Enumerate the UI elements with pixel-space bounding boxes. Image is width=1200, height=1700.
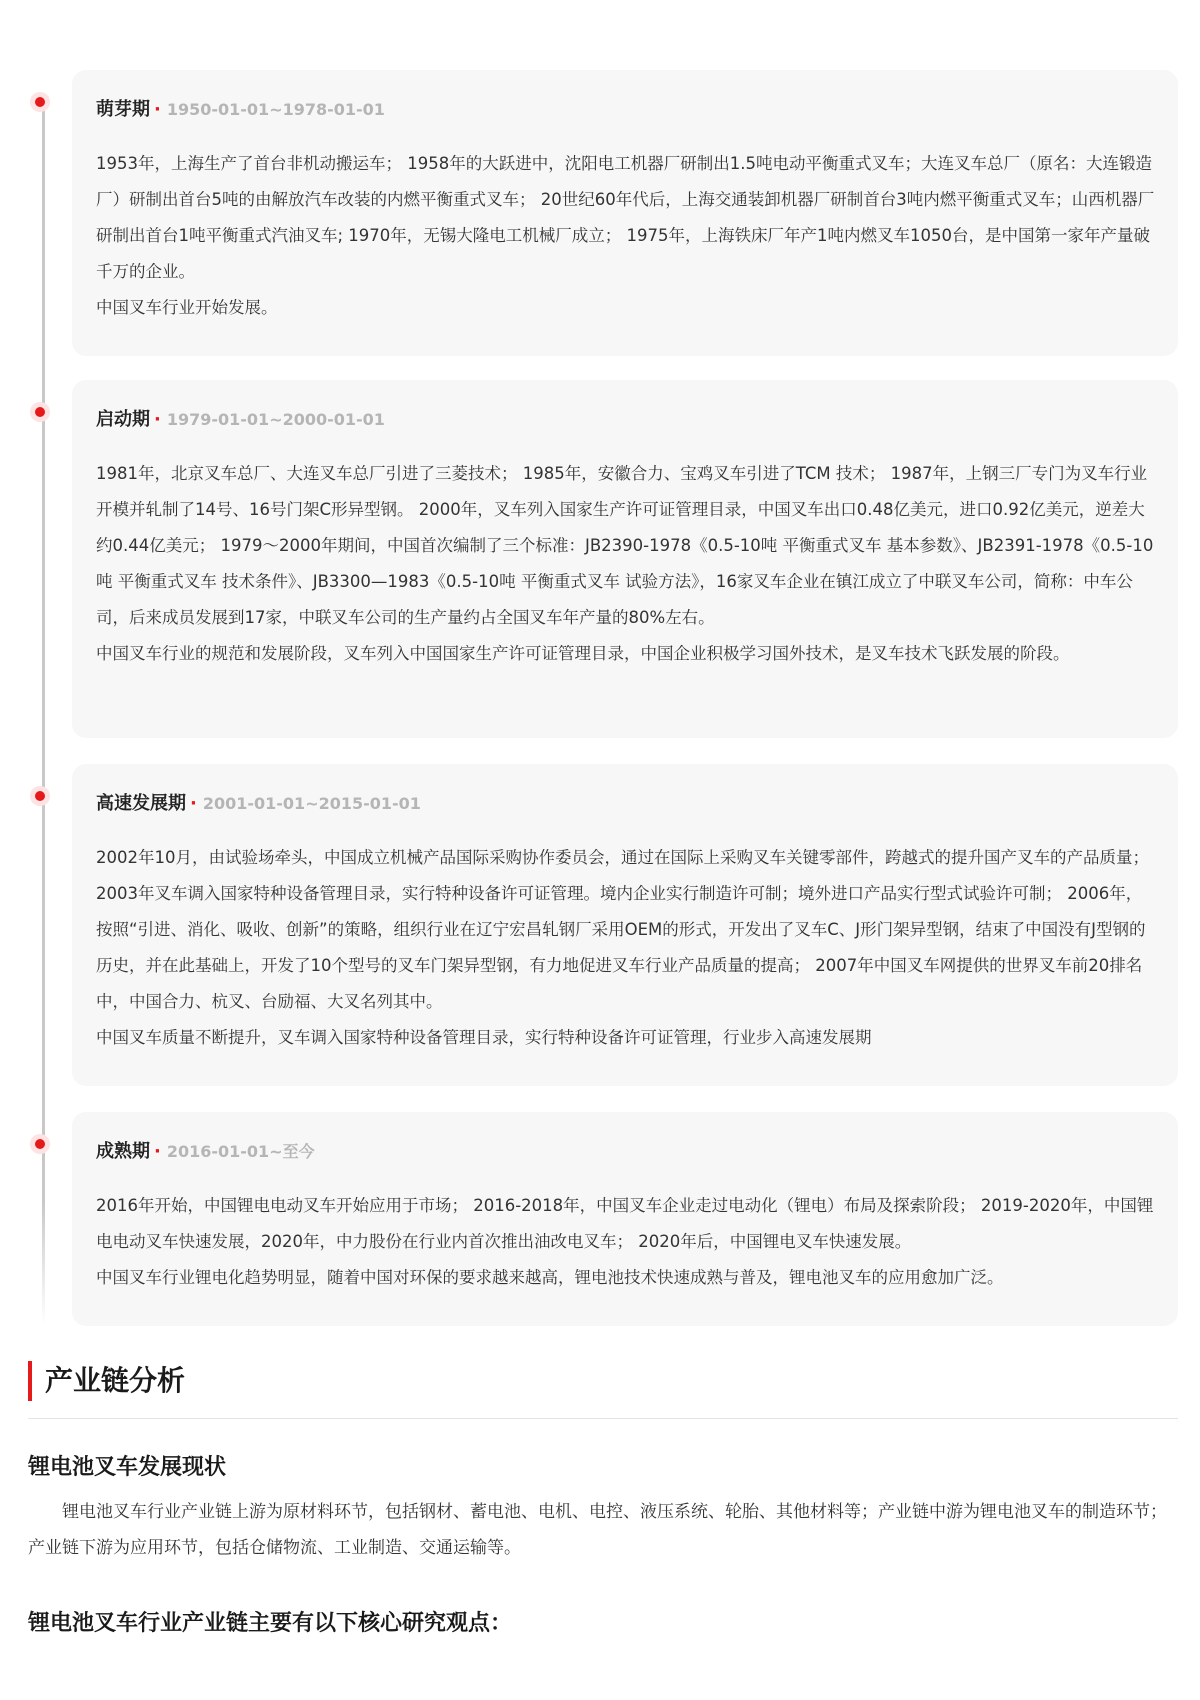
stage-card-sprout xyxy=(72,70,1178,356)
stage-date: 2016-01-01~至今 xyxy=(166,1142,315,1161)
stage-name: 启动期 xyxy=(96,409,150,430)
stage-header xyxy=(96,792,1156,816)
stage-summary: 中国叉车质量不断提升，叉车调入国家特种设备管理目录，实行特种设备许可证管理，行业步入高速发展期 xyxy=(96,1028,872,1047)
stage-name: 萌芽期 xyxy=(96,99,150,120)
section-divider xyxy=(28,1418,1178,1419)
stage-summary: 中国叉车行业开始发展。 xyxy=(96,298,278,317)
stage-name: 成熟期 xyxy=(96,1141,150,1162)
timeline-dot-icon xyxy=(30,402,50,422)
stage-header xyxy=(96,98,1156,122)
stage-header xyxy=(96,408,1156,432)
stage-date: 2001-01-01~2015-01-01 xyxy=(202,794,421,813)
stage-header xyxy=(96,1140,1156,1164)
stage-body: 1953年，上海生产了首台非机动搬运车； 1958年的大跃进中，沈阳电工机器厂研制出1.5吨电动平衡重式叉车；大连叉车总厂（原名：大连锻造厂）研制出首台5吨的由解放汽车改装的内燃平衡重式叉车； 20世纪60年代后，上海交通装卸机器厂研制首台3吨内燃平衡重式叉车；山西机器厂研制出首台1吨平衡重式汽油叉车; 1970年，无锡大隆电工机械厂成立； 1975年，上海铁床厂年产1吨内燃叉车1050台，是中国第一家年产量破千万的企业。 xyxy=(96,154,1155,281)
stage-summary: 中国叉车行业锂电化趋势明显，随着中国对环保的要求越来越高，锂电池技术快速成熟与普及，锂电池叉车的应用愈加广泛。 xyxy=(96,1268,1004,1287)
timeline-dot-icon xyxy=(30,786,50,806)
stage-name: 高速发展期 xyxy=(96,793,186,814)
stage-separator: · xyxy=(190,793,197,814)
stage-body: 2016年开始，中国锂电电动叉车开始应用于市场； 2016-2018年，中国叉车企业走过电动化（锂电）布局及探索阶段； 2019-2020年，中国锂电电动叉车快速发展，2020年，中力股份在行业内首次推出油改电叉车； 2020年后，中国锂电叉车快速发展。 xyxy=(96,1196,1154,1251)
stage-body: 1981年，北京叉车总厂、大连叉车总厂引进了三菱技术； 1985年，安徽合力、宝鸡叉车引进了TCM 技术； 1987年，上钢三厂专门为叉车行业开模并轧制了14号、16号门架C形异型钢。 2000年，叉车列入国家生产许可证管理目录，中国叉车出口0.48亿美元，进口0.92亿美元，逆差大约0.44亿美元； 1979～2000年期间，中国首次编制了三个标准：JB2390-1978《0.5-10吨 平衡重式叉车 基本参数》、JB2391-1978《0.5-10吨 平衡重式叉车 技术条件》、JB3300—1983《0.5-10吨 平衡重式叉车 试验方法》，16家叉车企业在镇江成立了中联叉车公司，简称：中车公司，后来成员发展到17家，中联叉车公司的生产量约占全国叉车年产量的80%左右。 xyxy=(96,464,1154,627)
stage-separator: · xyxy=(154,1141,161,1162)
intro-paragraph: 锂电池叉车行业产业链上游为原材料环节，包括钢材、蓄电池、电机、电控、液压系统、轮胎、其他材料等；产业链中游为锂电池叉车的制造环节；产业链下游为应用环节，包括仓储物流、工业制造、交通运输等。 xyxy=(28,1502,1167,1558)
section-title: 产业链分析 xyxy=(28,1361,185,1401)
core-points-title: 锂电池叉车行业产业链主要有以下核心研究观点： xyxy=(28,1611,513,1636)
stage-date: 1950-01-01~1978-01-01 xyxy=(166,100,385,119)
stage-card-mature xyxy=(72,1112,1178,1326)
stage-card-rapid-growth xyxy=(72,764,1178,1086)
stage-summary: 中国叉车行业的规范和发展阶段，叉车列入中国国家生产许可证管理目录，中国企业积极学习国外技术，是叉车技术飞跃发展的阶段。 xyxy=(96,644,1070,663)
timeline-dot-icon xyxy=(30,92,50,112)
stage-body: 2002年10月，由试验场牵头，中国成立机械产品国际采购协作委员会，通过在国际上采购叉车关键零部件，跨越式的提升国产叉车的产品质量； 2003年叉车调入国家特种设备管理目录，实行特种设备许可证管理。境内企业实行制造许可制；境外进口产品实行型式试验许可制； 2006年，按照“引进、消化、吸收、创新”的策略，组织行业在辽宁宏昌轧钢厂采用OEM的形式，开发出了叉车C、J形门架异型钢，结束了中国没有J型钢的历史，并在此基础上，开发了10个型号的叉车门架异型钢，有力地促进叉车行业产品质量的提高； 2007年中国叉车网提供的世界叉车前20排名中，中国合力、杭叉、台励福、大叉名列其中。 xyxy=(96,848,1149,1011)
timeline-dot-icon xyxy=(30,1134,50,1154)
stage-separator: · xyxy=(154,409,161,430)
stage-card-startup xyxy=(72,380,1178,738)
subsection-title: 锂电池叉车发展现状 xyxy=(28,1455,227,1480)
stage-separator: · xyxy=(154,99,161,120)
stage-date: 1979-01-01~2000-01-01 xyxy=(166,410,385,429)
